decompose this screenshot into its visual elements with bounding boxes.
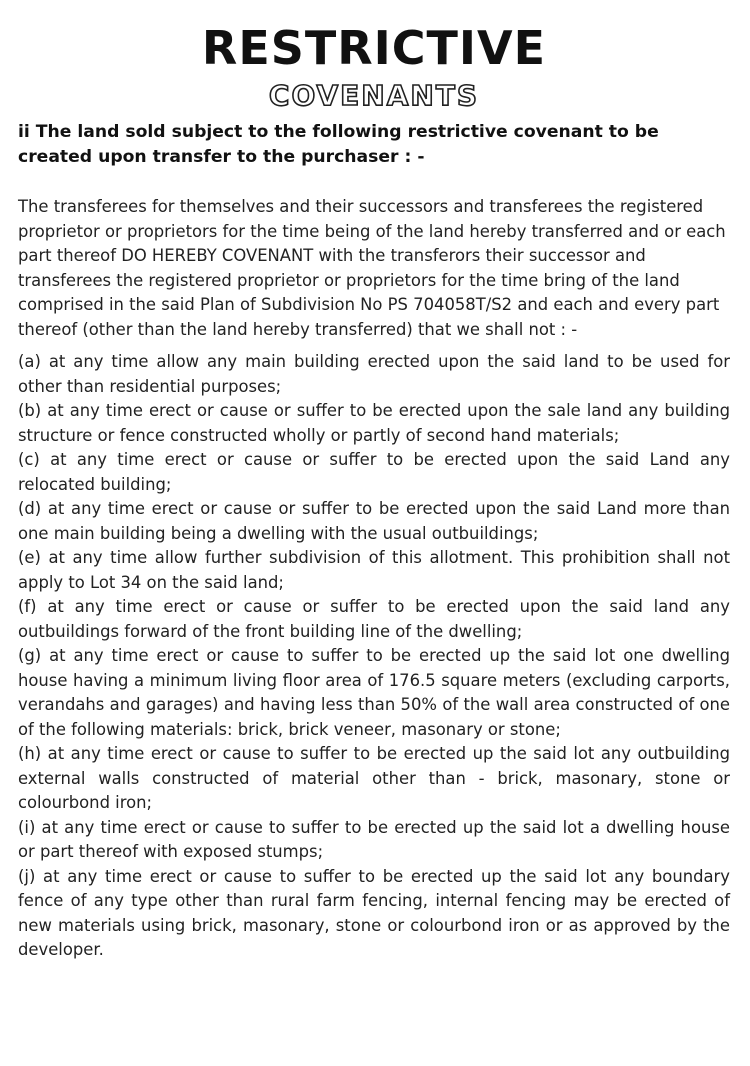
clause-d: (d) at any time erect or cause or suffer to be erected upon the said Land more than one main building being a dwelling with the usual outbuildings; — [18, 499, 730, 543]
section-heading: ii The land sold subject to the following restrictive covenant to be created upon transfer to the purchaser : - — [18, 122, 659, 167]
covenant-clause-list — [18, 350, 730, 963]
document-title: RESTRICTIVE — [201, 21, 547, 75]
document-subtitle: COVENANTS — [268, 79, 480, 112]
clause-b: (b) at any time erect or cause or suffer to be erected upon the sale land any building structure or fence constructed wholly or partly of second hand materials; — [18, 401, 730, 445]
clause-c: (c) at any time erect or cause or suffer to be erected upon the said Land any relocated building; — [18, 450, 730, 494]
clause-e: (e) at any time allow further subdivision of this allotment. This prohibition shall not apply to Lot 34 on the said land; — [18, 548, 730, 592]
clause-h: (h) at any time erect or cause to suffer to be erected up the said lot any outbuilding external walls constructed of material other than - brick, masonary, stone or colourbond iron; — [18, 744, 730, 812]
clause-a: (a) at any time allow any main building erected upon the said land to be used for other than residential purposes; — [18, 352, 730, 396]
clause-i: (i) at any time erect or cause to suffer to be erected up the said lot a dwelling house or part thereof with exposed stumps; — [18, 817, 730, 861]
clause-g: (g) at any time erect or cause to suffer to be erected up the said lot one dwelling house having a minimum living floor area of 176.5 square meters (excluding carports, verandahs and garages) and having less than 50% of the wall area constructed of one of the following materials: brick, brick veneer, masonary or stone; — [18, 646, 730, 739]
intro-paragraph: The transferees for themselves and their successors and transferees the registered proprietor or proprietors for the time being of the land hereby transferred and or each part thereof DO HEREBY COVENANT with the transferors their successor and transferees the registered proprietor or proprietors for the time bring of the land comprised in the said Plan of Subdivision No PS 704058T/S2 and each and every part thereof (other than the land hereby transferred) that we shall not : - — [18, 197, 726, 339]
clause-j: (j) at any time erect or cause to suffer to be erected up the said lot any boundary fence of any type other than rural farm fencing, internal fencing may be erected of new materials using brick, masonary, stone or colourbond iron or as approved by the developer. — [18, 866, 730, 959]
clause-f: (f) at any time erect or cause or suffer to be erected upon the said land any outbuildings forward of the front building line of the dwelling; — [18, 597, 730, 641]
